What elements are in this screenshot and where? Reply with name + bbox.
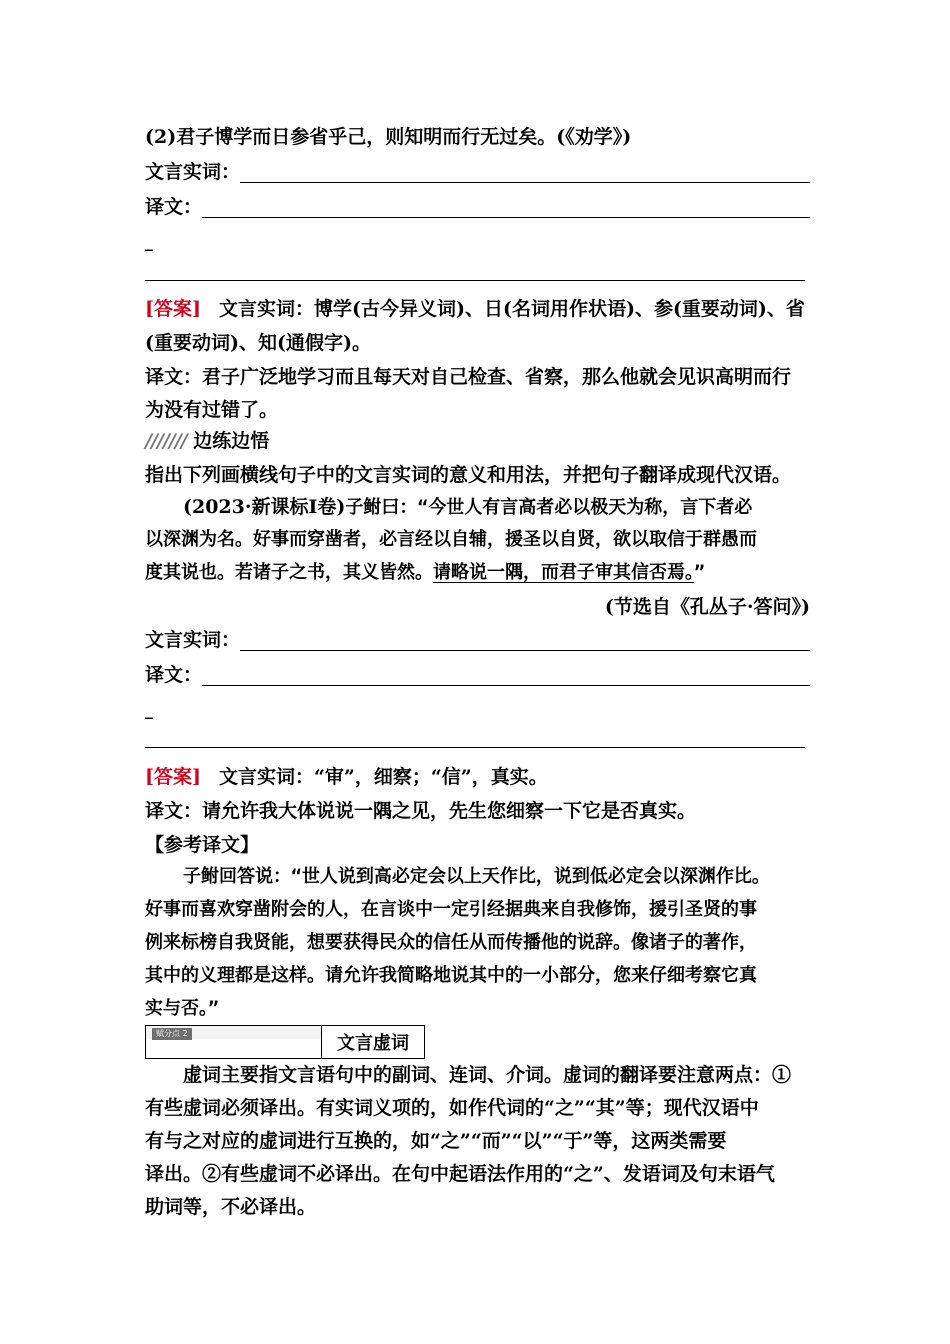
section-tab — [146, 1026, 322, 1058]
section-title: 文言虚词 — [337, 1033, 409, 1054]
decorative-slashes: /////// — [145, 430, 187, 452]
passage-line — [145, 490, 810, 525]
yiwen-answer-field — [145, 190, 810, 224]
question-sentence: (2)君子博学而日参省乎己，则知明而行无过矣。(《劝学》) — [145, 126, 632, 148]
reference-text: 好事而喜欢穿凿附会的人，在言谈中一定引经据典来自我修饰，援引圣贤的事 — [145, 899, 757, 920]
answer-blank-line — [202, 193, 810, 218]
shici-answer-field — [145, 623, 810, 657]
reference-text: 其中的义理都是这样。请允许我简略地说其中的一小部分，您来仔细考察它真 — [145, 965, 757, 986]
passage-citation: (节选自《孔丛子·答问》) — [604, 596, 810, 618]
passage-line — [145, 556, 810, 590]
translation-text: 译文：君子广泛地学习而且每天对自己检查、省察，那么他就会见识高明而行 — [145, 366, 792, 388]
answer-text: 文言实词：“审”，细察；“信”，真实。 — [218, 766, 548, 788]
blank-dash: _ — [145, 700, 153, 719]
answer-text: (重要动词)、知(通假字)。 — [145, 332, 371, 354]
practice-instruction: 指出下列画横线句子中的文言实词的意义和用法，并把句子翻译成现代汉语。 — [145, 464, 792, 486]
blank-dash: _ — [145, 232, 153, 251]
practice-title: 边练边悟 — [193, 430, 270, 452]
translation-text: 译文：请允许我大体说说一隅之见，先生您细察一下它是否真实。 — [145, 800, 697, 822]
translation-text: 为没有过错了。 — [145, 399, 279, 421]
answer-tag: [答案] — [145, 298, 201, 320]
passage-source: (2023·新课标Ⅰ卷) — [183, 496, 346, 518]
shici-label: 文言实词： — [145, 161, 241, 183]
body-text: 译出。②有些虚词不必译出。在句中起语法作用的“之”、发语词及句末语气 — [145, 1163, 775, 1185]
section-header — [145, 1025, 425, 1059]
reference-text: 实与否。” — [145, 998, 219, 1019]
section-tab-label: 赋分点 2 — [152, 1028, 192, 1040]
answer-block — [145, 760, 810, 794]
answer-blank-line — [240, 158, 810, 183]
answer-blank-line — [145, 280, 805, 281]
reference-text: 子鲋回答说：“世人说到高必定会以上天作比，说到低必定会以深渊作比。 — [183, 866, 770, 887]
yiwen-label: 译文： — [145, 196, 203, 218]
answer-text: 文言实词：博学(古今异义词)、日(名词用作状语)、参(重要动词)、省 — [218, 298, 805, 320]
underlined-sentence: 请略说一隅，而君子审其信否焉。 — [433, 562, 694, 583]
shici-label: 文言实词： — [145, 629, 241, 651]
answer-blank-line — [145, 747, 805, 748]
yiwen-label: 译文： — [145, 664, 203, 686]
body-text: 助词等，不必译出。 — [145, 1196, 317, 1218]
passage-text: ” — [694, 562, 705, 583]
answer-tag: [答案] — [145, 766, 201, 788]
reference-heading: 【参考译文】 — [145, 834, 260, 856]
answer-block — [145, 292, 810, 326]
answer-blank-line — [240, 626, 810, 651]
body-text: 虚词主要指文言语句中的副词、连词、介词。虚词的翻译要注意两点：① — [183, 1064, 792, 1086]
answer-blank-line — [202, 661, 810, 686]
body-text: 有些虚词必须译出。有实词义项的，如作代词的“之”“其”等；现代汉语中 — [145, 1097, 759, 1119]
passage-text: 子鲋曰：“今世人有言高者必以极天为称，言下者必 — [345, 497, 753, 518]
body-text: 有与之对应的虚词进行互换的，如“之”“而”“以”“于”等，这两类需要 — [145, 1130, 727, 1152]
yiwen-answer-field — [145, 658, 810, 692]
shici-answer-field — [145, 155, 810, 189]
passage-text: 以深渊为名。好事而穿凿者，必言经以自辅，援圣以自贤，欲以取信于群愚而 — [145, 529, 757, 550]
passage-text: 度其说也。若诸子之书，其义皆然。 — [145, 562, 433, 583]
reference-text: 例来标榜自我贤能，想要获得民众的信任从而传播他的说辞。像诸子的著作， — [145, 932, 757, 953]
practice-heading — [145, 424, 810, 458]
